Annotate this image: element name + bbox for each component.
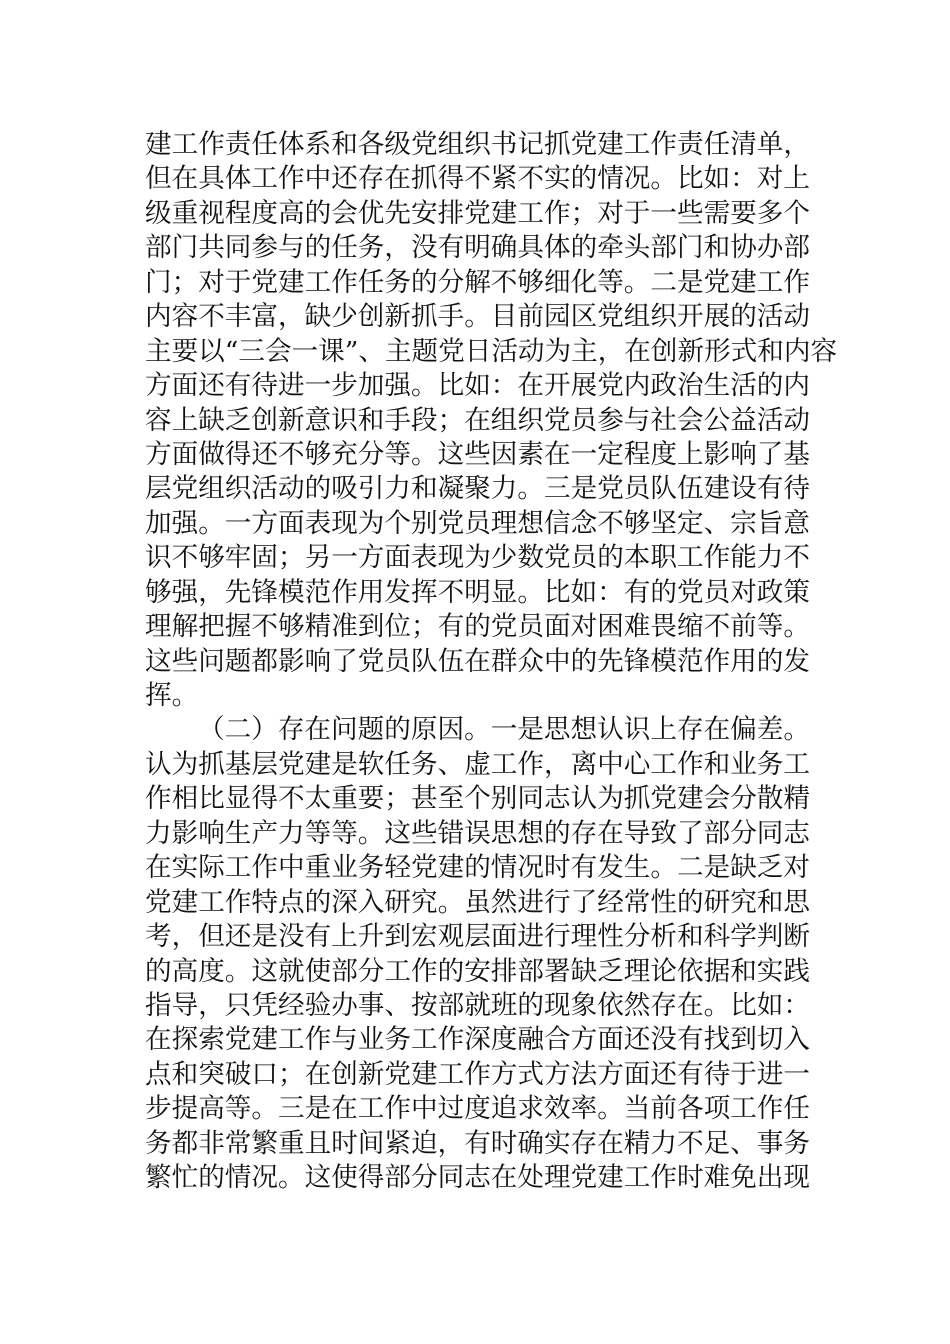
text-line: 务都非常繁重且时间紧迫，有时确实存在精力不足、事务 [145, 1127, 810, 1159]
text-line: 层党组织活动的吸引力和凝聚力。三是党员队伍建设有待 [145, 473, 810, 505]
text-line: 考，但还是没有上升到宏观层面进行理性分析和科学判断 [145, 921, 810, 953]
text-line: 的高度。这就使部分工作的安排部署缺乏理论依据和实践 [145, 955, 810, 987]
text-line: 容上缺乏创新意识和手段；在组织党员参与社会公益活动 [145, 404, 810, 436]
text-line: 但在具体工作中还存在抓得不紧不实的情况。比如：对上 [145, 163, 810, 195]
text-line: 认为抓基层党建是软任务、虚工作，离中心工作和业务工 [145, 748, 810, 780]
section-heading-line: （二）存在问题的原因。一是思想认识上存在偏差。 [198, 714, 810, 746]
text-line: 加强。一方面表现为个别党员理想信念不够坚定、宗旨意 [145, 507, 810, 539]
text-line: 挥。 [145, 680, 199, 711]
text-line: 步提高等。三是在工作中过度追求效率。当前各项工作任 [145, 1093, 810, 1125]
document-body [145, 128, 838, 1196]
text-line: 在实际工作中重业务轻党建的情况时有发生。二是缺乏对 [145, 852, 810, 884]
text-line: 级重视程度高的会优先安排党建工作；对于一些需要多个 [145, 197, 810, 229]
text-line: 识不够牢固；另一方面表现为少数党员的本职工作能力不 [145, 542, 810, 574]
text-line: 部门共同参与的任务，没有明确具体的牵头部门和协办部 [145, 232, 810, 264]
text-line: 在探索党建工作与业务工作深度融合方面还没有找到切入 [145, 1024, 810, 1056]
text-line: 繁忙的情况。这使得部分同志在处理党建工作时难免出现 [145, 1162, 810, 1194]
text-line: 指导，只凭经验办事、按部就班的现象依然存在。比如： [145, 989, 810, 1021]
text-line: 方面还有待进一步加强。比如：在开展党内政治生活的内 [145, 370, 810, 402]
text-line: 主要以“三会一课”、主题党日活动为主，在创新形式和内容 [145, 335, 838, 367]
text-line: 内容不丰富，缺少创新抓手。目前园区党组织开展的活动 [145, 301, 810, 333]
text-line: 建工作责任体系和各级党组织书记抓党建工作责任清单， [145, 129, 810, 160]
text-line: 点和突破口；在创新党建工作方式方法方面还有待于进一 [145, 1058, 810, 1090]
text-line: 作相比显得不太重要；甚至个别同志认为抓党建会分散精 [145, 783, 810, 815]
text-line: 够强，先锋模范作用发挥不明显。比如：有的党员对政策 [145, 576, 810, 608]
text-line: 这些问题都影响了党员队伍在群众中的先锋模范作用的发 [145, 645, 810, 677]
text-line: 党建工作特点的深入研究。虽然进行了经常性的研究和思 [145, 886, 810, 918]
text-line: 力影响生产力等等。这些错误思想的存在导致了部分同志 [145, 817, 810, 849]
text-line: 方面做得还不够充分等。这些因素在一定程度上影响了基 [145, 438, 810, 470]
text-line: 理解把握不够精准到位；有的党员面对困难畏缩不前等。 [145, 611, 810, 643]
text-line: 门；对于党建工作任务的分解不够细化等。二是党建工作 [145, 266, 810, 298]
